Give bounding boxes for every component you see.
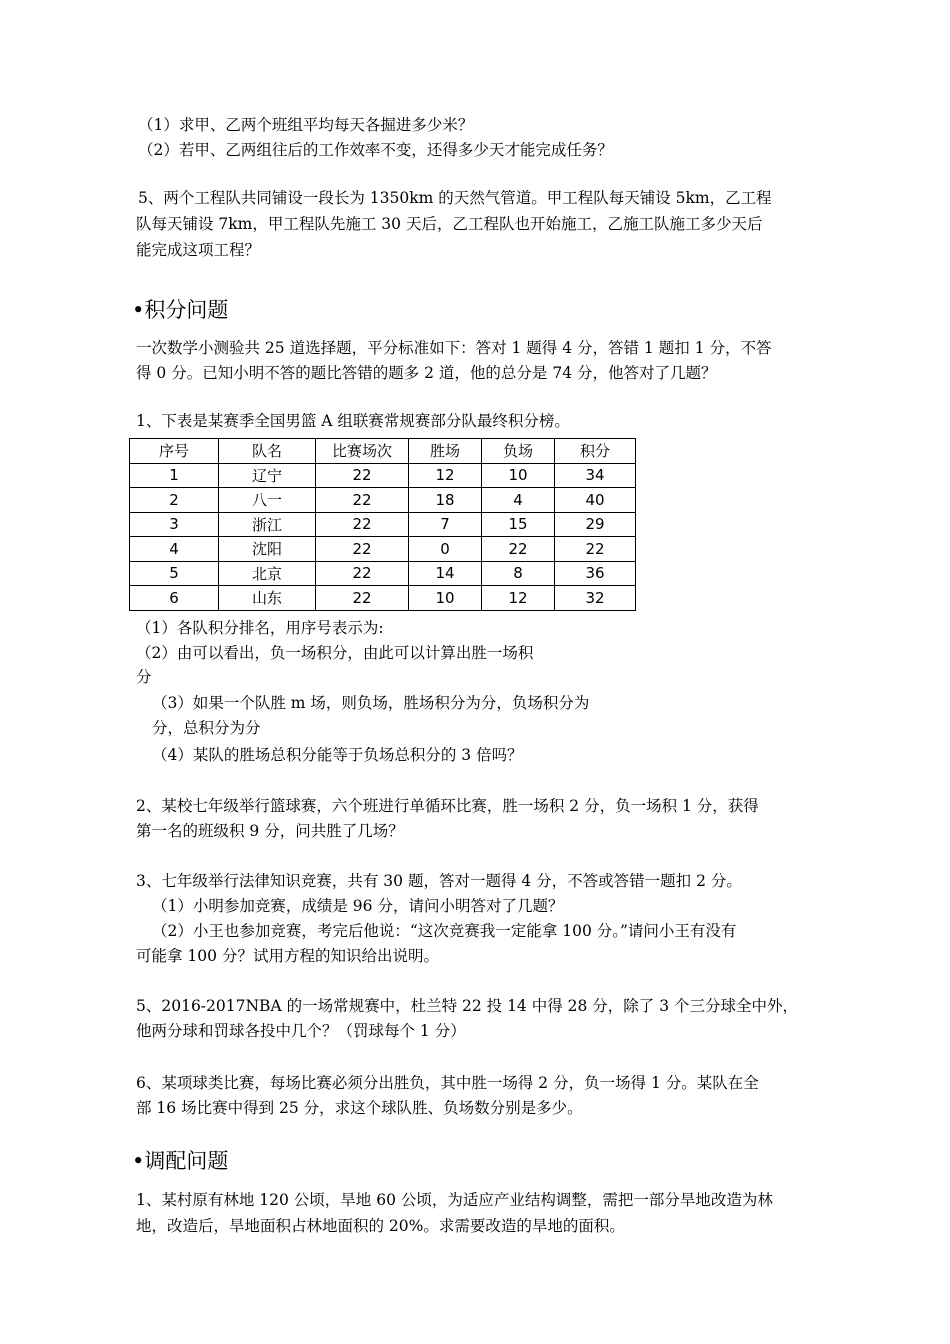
table-cell: 7 (409, 512, 482, 537)
table-cell: 2 (130, 488, 219, 513)
table-cell: 22 (316, 512, 409, 537)
table-cell: 10 (482, 463, 555, 488)
table-cell: 22 (482, 537, 555, 562)
table-cell: 12 (482, 586, 555, 611)
table-cell: 3 (130, 512, 219, 537)
problem-5-line-2: 队每天铺设 7km，甲工程队先施工 30 天后，乙工程队也开始施工，乙施工队施工多少天后 (136, 215, 763, 233)
table-cell: 29 (555, 512, 636, 537)
basketball-problem-line-1: 2、某校七年级举行篮球赛，六个班进行单循环比赛，胜一场积 2 分，负一场积 1 分，获得 (136, 797, 759, 815)
problem-5-line-1: 5、两个工程队共同铺设一段长为 1350km 的天然气管道。甲工程队每天铺设 5km，乙工程 (138, 189, 772, 207)
ball-game-problem-line-2: 部 16 场比赛中得到 25 分，求这个球队胜、负场数分别是多少。 (136, 1099, 583, 1117)
nba-problem-line-2: 他两分球和罚球各投中几个？（罚球每个 1 分） (136, 1022, 466, 1040)
header-cell: 序号 (130, 439, 219, 464)
table-cell: 14 (409, 561, 482, 586)
table-cell: 40 (555, 488, 636, 513)
law-contest-problem: 3、七年级举行法律知识竞赛，共有 30 题，答对一题得 4 分，不答或答错一题扣 2 分。 (136, 872, 742, 890)
table-cell: 北京 (219, 561, 316, 586)
section-heading-scoring: •积分问题 (132, 298, 229, 322)
law-contest-part-2-cont: 可能拿 100 分？试用方程的知识给出说明。 (136, 947, 439, 965)
sub-question-4: （4）某队的胜场总积分能等于负场总积分的 3 倍吗？ (152, 746, 523, 764)
intro-line-2: 得 0 分。已知小明不答的题比答错的题多 2 道，他的总分是 74 分，他答对了几题？ (136, 364, 717, 382)
table-cell: 12 (409, 463, 482, 488)
land-problem-line-2: 地，改造后，旱地面积占林地面积的 20%。求需要改造的旱地的面积。 (136, 1217, 625, 1235)
header-cell: 负场 (482, 439, 555, 464)
table-caption: 1、下表是某赛季全国男篮 A 组联赛常规赛部分队最终积分榜。 (136, 412, 570, 430)
part-1-question: （1）求甲、乙两个班组平均每天各掘进多少米？ (138, 116, 474, 134)
table-cell: 32 (555, 586, 636, 611)
sub-question-2-cont: 分 (136, 668, 152, 686)
table-cell: 5 (130, 561, 219, 586)
law-contest-part-2: （2）小王也参加竞赛，考完后他说：“这次竞赛我一定能拿 100 分。”请问小王有没有 (152, 922, 737, 940)
table-header-row (130, 439, 636, 464)
ball-game-problem-line-1: 6、某项球类比赛，每场比赛必须分出胜负，其中胜一场得 2 分，负一场得 1 分。某队在全 (136, 1074, 759, 1092)
table-cell: 22 (316, 488, 409, 513)
table-cell: 22 (316, 537, 409, 562)
table-cell: 18 (409, 488, 482, 513)
header-cell: 队名 (219, 439, 316, 464)
basketball-problem-line-2: 第一名的班级积 9 分，问共胜了几场？ (136, 822, 404, 840)
table-cell: 15 (482, 512, 555, 537)
intro-line-1: 一次数学小测验共 25 道选择题，平分标准如下：答对 1 题得 4 分，答错 1 题扣 1 分，不答 (136, 339, 772, 357)
table-cell: 8 (482, 561, 555, 586)
table-cell: 八一 (219, 488, 316, 513)
law-contest-part-1: （1）小明参加竞赛，成绩是 96 分，请问小明答对了几题？ (152, 897, 564, 915)
header-cell: 胜场 (409, 439, 482, 464)
table-cell: 4 (482, 488, 555, 513)
table-row (130, 561, 636, 586)
sub-question-3: （3）如果一个队胜 m 场，则负场，胜场积分为分，负场积分为 (152, 694, 590, 712)
table-cell: 34 (555, 463, 636, 488)
table-cell: 6 (130, 586, 219, 611)
table-cell: 22 (555, 537, 636, 562)
table-cell: 沈阳 (219, 537, 316, 562)
table-row (130, 488, 636, 513)
sub-question-3-cont: 分，总积分为分 (152, 719, 261, 737)
table-cell: 1 (130, 463, 219, 488)
table-cell: 浙江 (219, 512, 316, 537)
table-cell: 辽宁 (219, 463, 316, 488)
table-row (130, 537, 636, 562)
table-row (130, 512, 636, 537)
table-cell: 22 (316, 561, 409, 586)
sub-question-1: （1）各队积分排名，用序号表示为: (136, 619, 384, 637)
table-cell: 4 (130, 537, 219, 562)
section-heading-allocation: •调配问题 (132, 1149, 229, 1173)
sub-question-2: （2）由可以看出，负一场积分，由此可以计算出胜一场积 (136, 644, 534, 662)
table-cell: 山东 (219, 586, 316, 611)
land-problem-line-1: 1、某村原有林地 120 公顷，旱地 60 公顷，为适应产业结构调整，需把一部分旱地改造为林 (136, 1191, 773, 1209)
nba-problem-line-1: 5、2016-2017NBA 的一场常规赛中，杜兰特 22 投 14 中得 28 分，除了 3 个三分球全中外， (136, 997, 799, 1015)
table-row (130, 586, 636, 611)
standings-table (129, 438, 636, 611)
table-cell: 22 (316, 463, 409, 488)
part-2-question: （2）若甲、乙两组往后的工作效率不变，还得多少天才能完成任务？ (138, 141, 613, 159)
table-cell: 36 (555, 561, 636, 586)
table-cell: 10 (409, 586, 482, 611)
table-cell: 22 (316, 586, 409, 611)
problem-5-line-3: 能完成这项工程？ (136, 241, 261, 259)
table-cell: 0 (409, 537, 482, 562)
table-row (130, 463, 636, 488)
header-cell: 比赛场次 (316, 439, 409, 464)
header-cell: 积分 (555, 439, 636, 464)
